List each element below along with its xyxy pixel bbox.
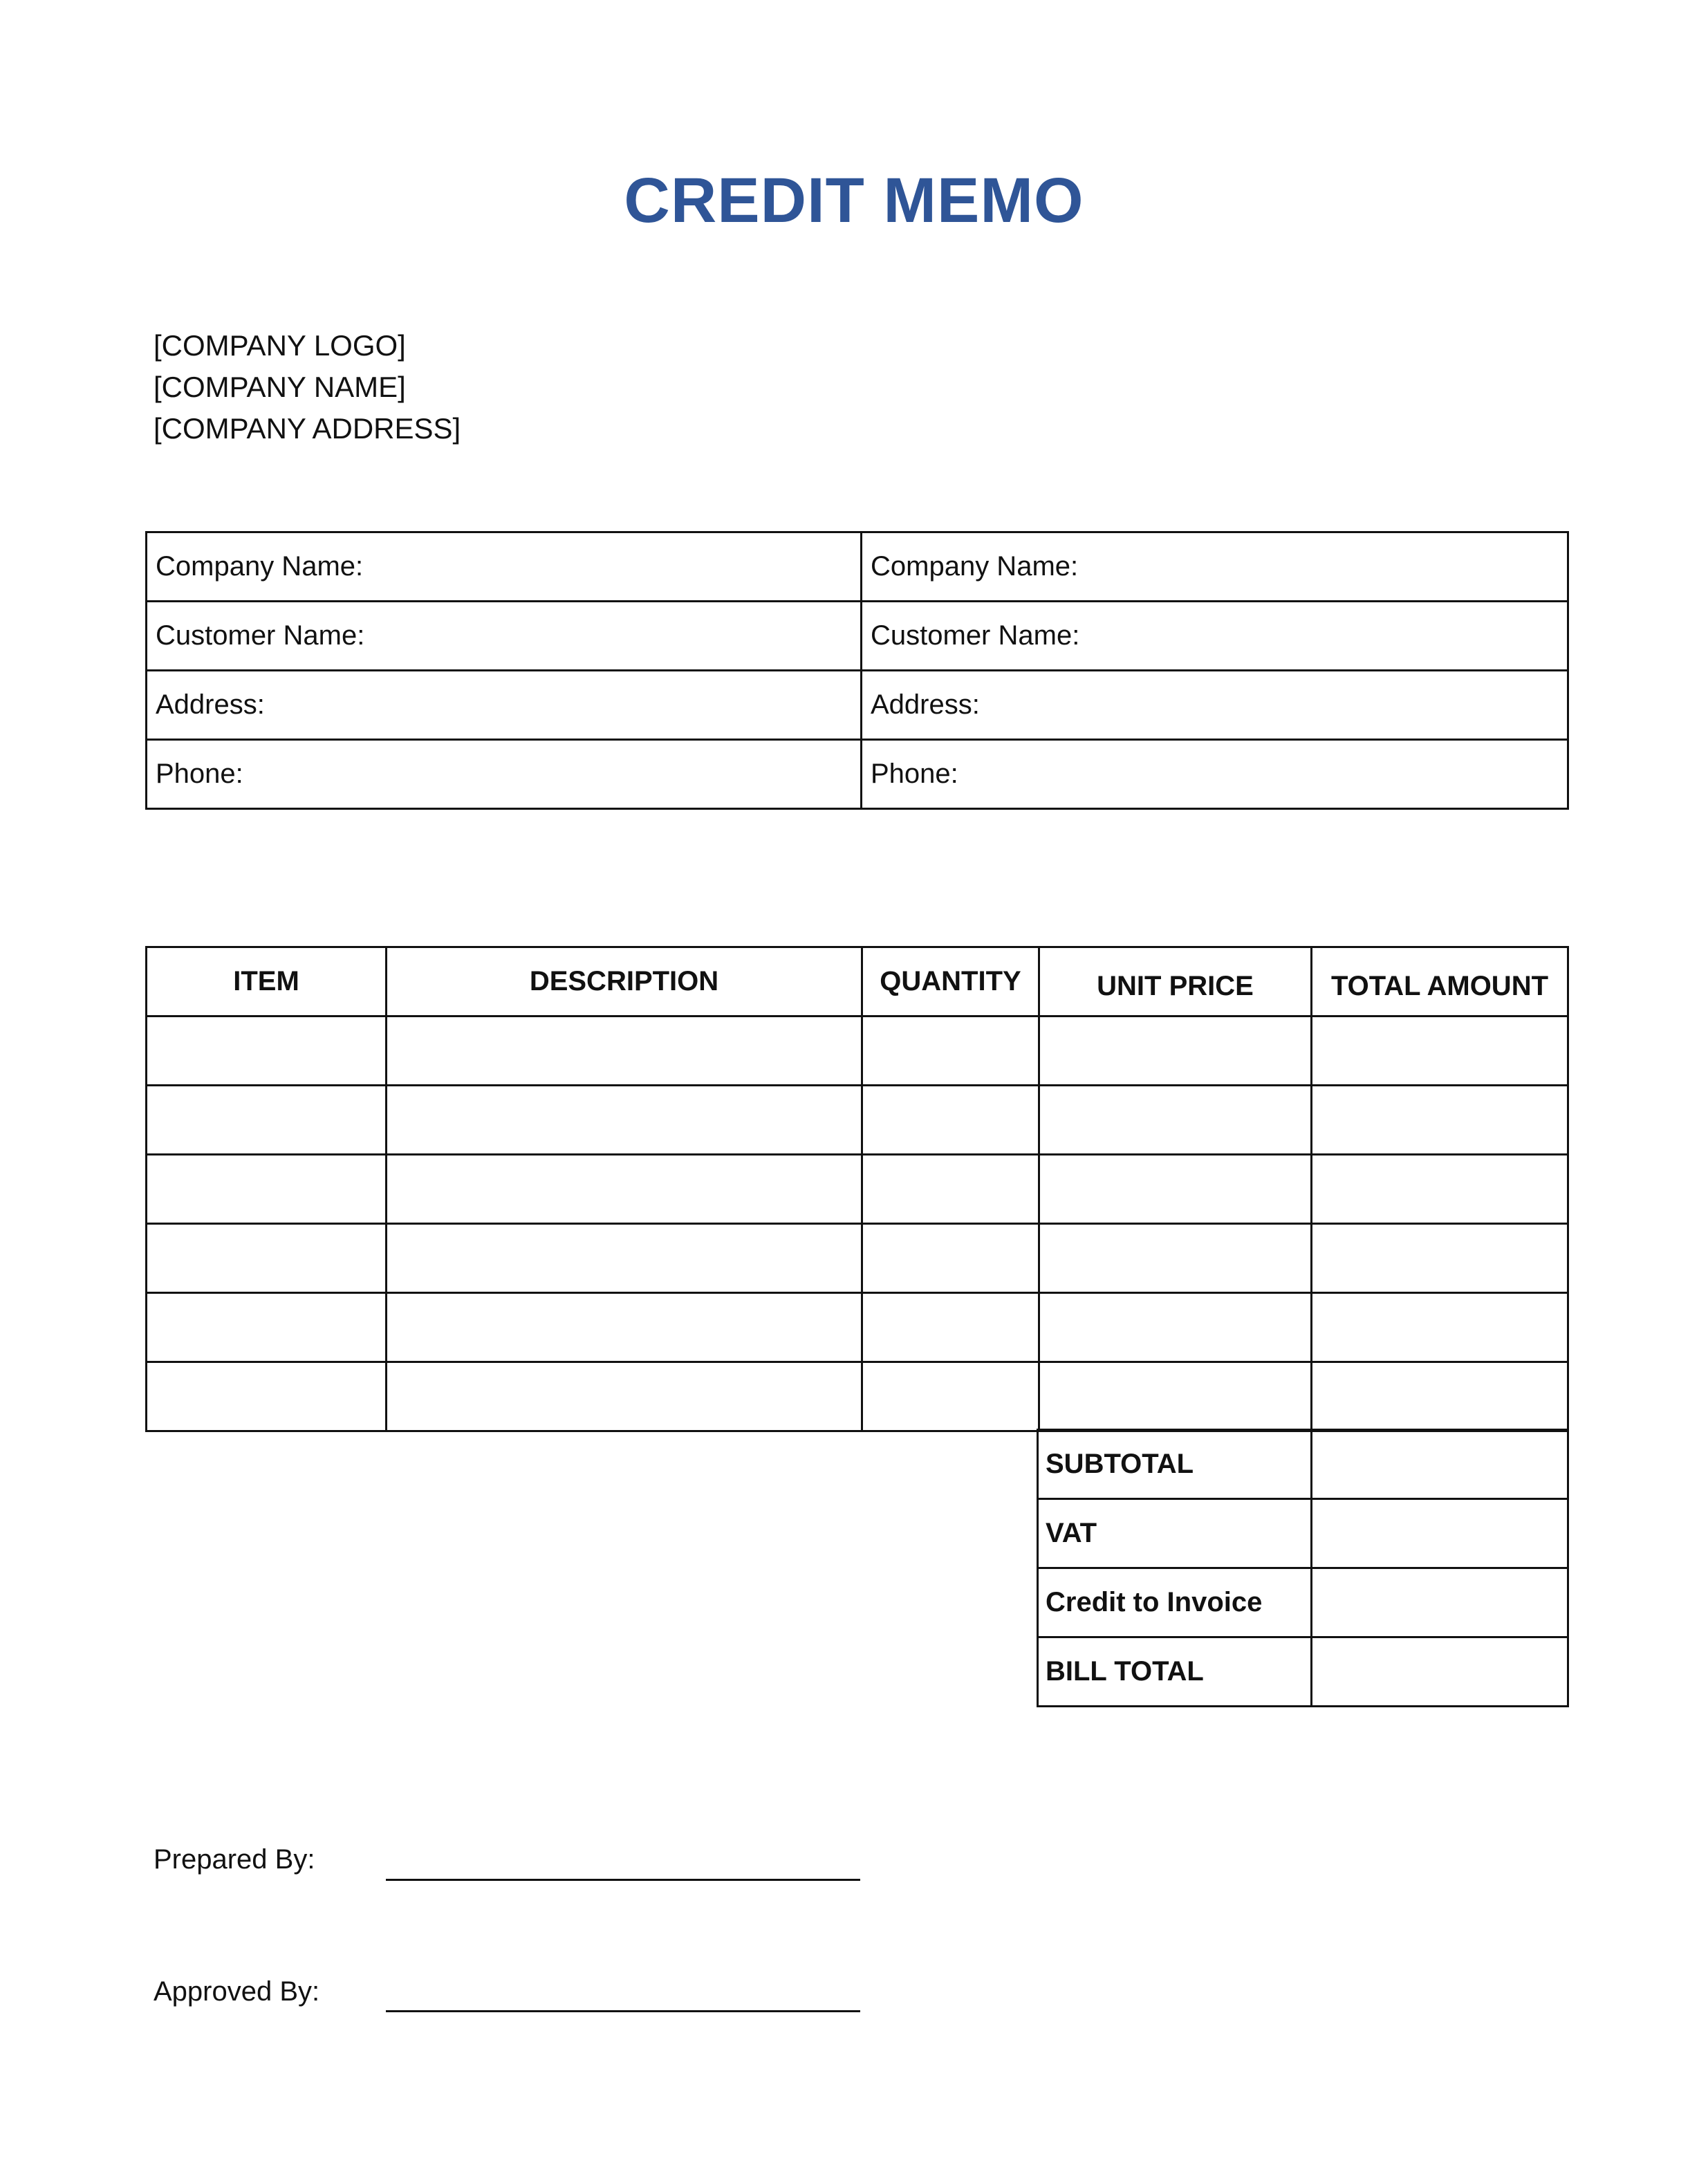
quantity-cell[interactable] [862, 1016, 1039, 1086]
total-amount-cell[interactable] [1312, 1224, 1568, 1293]
totals-row-bill-total [1038, 1637, 1568, 1707]
header-description: DESCRIPTION [387, 947, 862, 1016]
company-name-placeholder: [COMPANY NAME] [154, 371, 406, 403]
info-row [147, 671, 1568, 740]
table-row [147, 1362, 1568, 1431]
bill-total-value[interactable] [1312, 1637, 1568, 1707]
credit-to-invoice-value[interactable] [1312, 1568, 1568, 1637]
description-cell[interactable] [387, 1224, 862, 1293]
quantity-cell[interactable] [862, 1293, 1039, 1362]
total-amount-cell[interactable] [1312, 1086, 1568, 1155]
header-total-amount: TOTAL AMOUNT [1312, 947, 1568, 1016]
info-cell-right[interactable]: Address: [862, 671, 1568, 740]
quantity-cell[interactable] [862, 1224, 1039, 1293]
description-cell[interactable] [387, 1016, 862, 1086]
table-row [147, 1086, 1568, 1155]
unit-price-cell[interactable] [1039, 1016, 1312, 1086]
unit-price-cell[interactable] [1039, 1155, 1312, 1224]
unit-price-cell[interactable] [1039, 1086, 1312, 1155]
item-cell[interactable] [147, 1293, 387, 1362]
info-row [147, 740, 1568, 809]
prepared-by-label: Prepared By: [154, 1844, 315, 1875]
item-cell[interactable] [147, 1155, 387, 1224]
info-cell-right[interactable]: Phone: [862, 740, 1568, 809]
approved-by-label: Approved By: [154, 1976, 320, 2007]
quantity-cell[interactable] [862, 1086, 1039, 1155]
company-logo-placeholder: [COMPANY LOGO] [154, 329, 406, 362]
info-cell-left[interactable]: Customer Name: [147, 602, 862, 671]
info-row [147, 532, 1568, 602]
info-cell-right[interactable]: Company Name: [862, 532, 1568, 602]
table-row [147, 1293, 1568, 1362]
unit-price-cell[interactable] [1039, 1293, 1312, 1362]
info-cell-left[interactable]: Address: [147, 671, 862, 740]
description-cell[interactable] [387, 1155, 862, 1224]
page-title: CREDIT MEMO [624, 165, 1084, 236]
totals-row-subtotal [1038, 1430, 1568, 1499]
company-address-placeholder: [COMPANY ADDRESS] [154, 412, 461, 445]
vat-label: VAT [1038, 1499, 1312, 1568]
items-header-row [147, 947, 1568, 1016]
item-cell[interactable] [147, 1016, 387, 1086]
quantity-cell[interactable] [862, 1362, 1039, 1431]
item-cell[interactable] [147, 1224, 387, 1293]
credit-to-invoice-label: Credit to Invoice [1038, 1568, 1312, 1637]
vat-value[interactable] [1312, 1499, 1568, 1568]
total-amount-cell[interactable] [1312, 1155, 1568, 1224]
totals-row-credit [1038, 1568, 1568, 1637]
info-cell-left[interactable]: Phone: [147, 740, 862, 809]
description-cell[interactable] [387, 1293, 862, 1362]
totals-row-vat [1038, 1499, 1568, 1568]
info-cell-left[interactable]: Company Name: [147, 532, 862, 602]
total-amount-cell[interactable] [1312, 1016, 1568, 1086]
subtotal-label: SUBTOTAL [1038, 1430, 1312, 1499]
company-block [154, 325, 461, 449]
quantity-cell[interactable] [862, 1155, 1039, 1224]
item-cell[interactable] [147, 1086, 387, 1155]
info-row [147, 602, 1568, 671]
totals-table [1037, 1429, 1569, 1707]
header-quantity: QUANTITY [862, 947, 1039, 1016]
approved-by-signature-line[interactable] [386, 2010, 860, 2012]
bill-total-label: BILL TOTAL [1038, 1637, 1312, 1707]
table-row [147, 1224, 1568, 1293]
header-item: ITEM [147, 947, 387, 1016]
total-amount-cell[interactable] [1312, 1362, 1568, 1431]
prepared-by-signature-line[interactable] [386, 1879, 860, 1881]
item-cell[interactable] [147, 1362, 387, 1431]
unit-price-cell[interactable] [1039, 1362, 1312, 1431]
total-amount-cell[interactable] [1312, 1293, 1568, 1362]
info-table [145, 531, 1569, 810]
header-unit-price: UNIT PRICE [1039, 947, 1312, 1016]
description-cell[interactable] [387, 1086, 862, 1155]
table-row [147, 1155, 1568, 1224]
subtotal-value[interactable] [1312, 1430, 1568, 1499]
description-cell[interactable] [387, 1362, 862, 1431]
table-row [147, 1016, 1568, 1086]
info-cell-right[interactable]: Customer Name: [862, 602, 1568, 671]
unit-price-cell[interactable] [1039, 1224, 1312, 1293]
items-table [145, 946, 1569, 1432]
